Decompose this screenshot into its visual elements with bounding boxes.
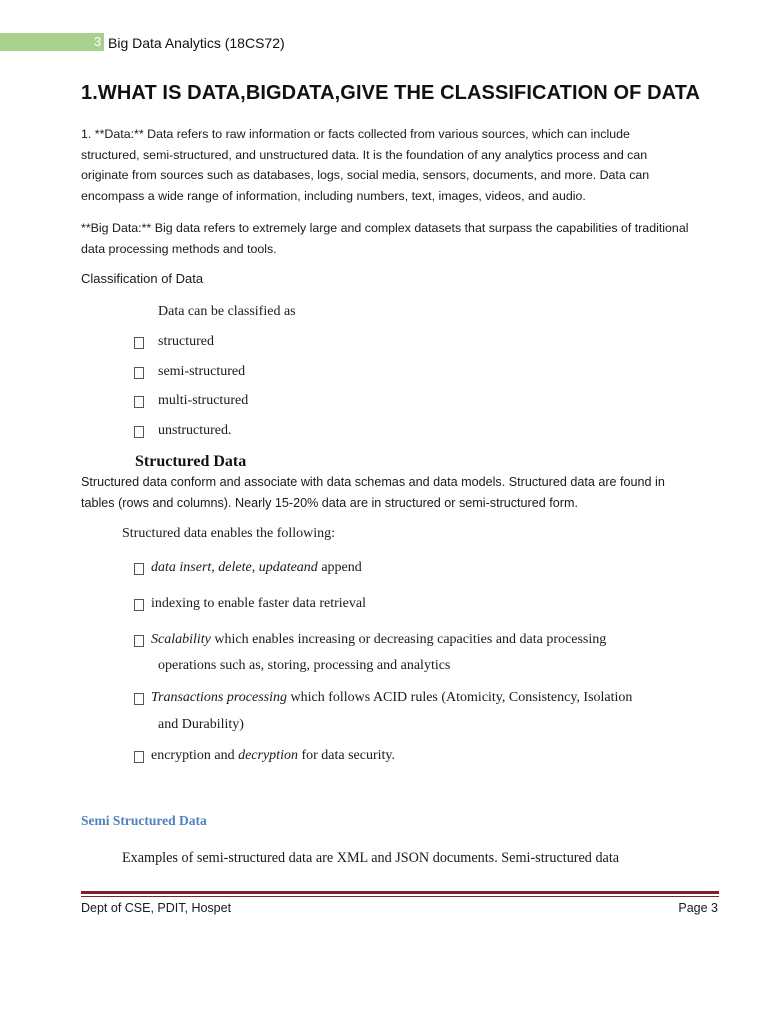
structured-data-heading: Structured Data [135,453,247,470]
item-text: indexing to enable faster data retrieval [151,596,366,611]
classification-heading: Classification of Data [81,271,204,286]
structured-enables-intro: Structured data enables the following: [122,526,336,541]
bullet-icon [134,563,144,575]
structured-feature-item [151,560,362,576]
footer-divider-thick [81,891,719,894]
bullet-icon [134,396,144,408]
paragraph-line: data processing methods and tools. [81,241,277,256]
footer-page-number: Page 3 [678,901,718,915]
header-color-band [0,33,104,51]
paragraph-line: 1. **Data:** Data refers to raw information or facts collected from various sources, which can include [81,127,630,141]
classification-item: structured [158,334,214,349]
structured-feature-item-continuation: and Durability) [158,717,244,732]
item-emphasis: decryption [238,748,298,763]
classification-intro: Data can be classified as [158,304,296,319]
paragraph-line: encompass a wide range of information, including numbers, text, images, videos, and audio. [81,188,586,203]
structured-feature-item [151,748,395,764]
data-definition-paragraph [81,124,721,206]
classification-item: unstructured. [158,423,232,438]
paragraph-line: originate from sources such as databases, logs, social media, sensors, documents, and more. Data can [81,168,650,182]
semi-structured-heading: Semi Structured Data [81,813,207,828]
item-emphasis: Transactions processing [151,690,287,705]
structured-feature-item [151,596,366,612]
header-title: Big Data Analytics (18CS72) [108,35,285,51]
bullet-icon [134,337,144,349]
page-title: 1.WHAT IS DATA,BIGDATA,GIVE THE CLASSIFICATION OF DATA [81,82,701,104]
item-emphasis: data insert, delete, updateand [151,560,318,575]
bullet-icon [134,599,144,611]
paragraph-line: structured, semi-structured, and unstructured data. It is the foundation of any analytics process and can [81,147,648,162]
classification-item: multi-structured [158,393,249,408]
item-text: encryption and [151,748,239,763]
footer-department: Dept of CSE, PDIT, Hospet [81,901,232,915]
item-text: for data security. [297,748,396,763]
classification-item: semi-structured [158,364,246,379]
structured-feature-item [151,632,606,648]
paragraph-line: Structured data conform and associate with data schemas and data models. Structured data are found in [81,475,665,489]
bullet-icon [134,426,144,438]
bullet-icon [134,751,144,763]
bullet-icon [134,635,144,647]
item-text: which follows ACID rules (Atomicity, Consistency, Isolation [287,690,633,705]
bigdata-definition-paragraph [81,218,721,259]
bullet-icon [134,693,144,705]
paragraph-line: **Big Data:** Big data refers to extremely large and complex datasets that surpass the capabilities of traditional [81,221,689,235]
item-text: append [317,560,362,575]
header-page-number: 3 [94,34,102,49]
structured-feature-item-continuation: operations such as, storing, processing and analytics [158,658,451,673]
structured-feature-item [151,690,632,706]
structured-data-paragraph [81,472,726,514]
paragraph-line: tables (rows and columns). Nearly 15-20% data are in structured or semi-structured form. [81,496,578,510]
semi-structured-paragraph: Examples of semi-structured data are XML and JSON documents. Semi-structured data [122,850,620,866]
bullet-icon [134,367,144,379]
item-emphasis: Scalability [151,632,211,647]
item-text: which enables increasing or decreasing capacities and data processing [210,632,607,647]
footer-divider-thin [81,896,719,897]
